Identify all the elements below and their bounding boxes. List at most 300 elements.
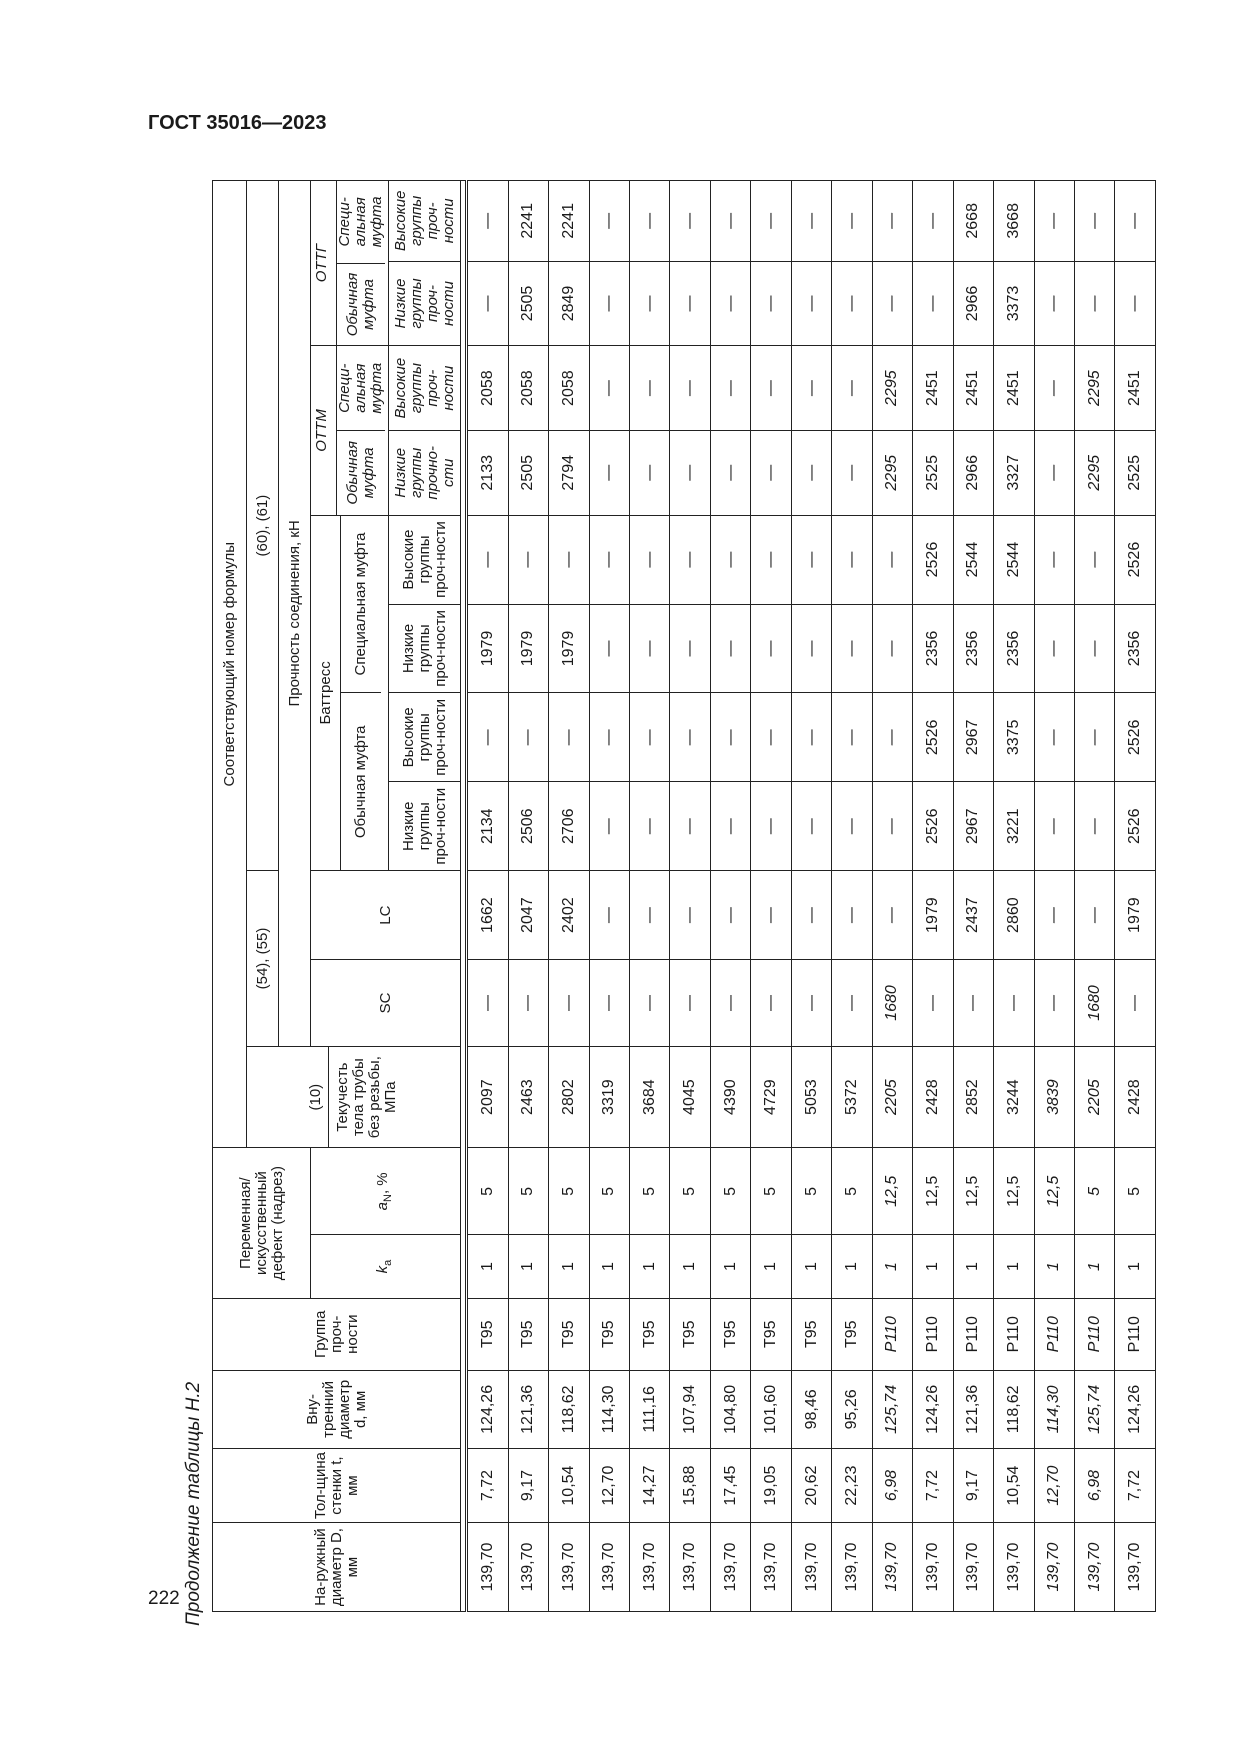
table-cell: 118,62 <box>994 1370 1034 1448</box>
header-buttress <box>311 515 389 871</box>
table-cell: 2544 <box>953 515 993 604</box>
table-cell: — <box>791 261 831 346</box>
table-cell: 1 <box>1115 1235 1156 1299</box>
table-cell: — <box>832 515 872 604</box>
table-cell: P110 <box>1034 1298 1074 1370</box>
table-cell: — <box>832 430 872 515</box>
table-row <box>1115 181 1156 1612</box>
table-cell: 121,36 <box>508 1370 548 1448</box>
table-cell: 98,46 <box>791 1370 831 1448</box>
table-cell: — <box>832 693 872 782</box>
table-cell: 5 <box>467 1148 509 1235</box>
header-formula-60-61: (60), (61) <box>247 181 279 871</box>
table-cell: 139,70 <box>710 1523 750 1612</box>
table-cell: 2860 <box>994 871 1034 960</box>
table-cell: 2058 <box>549 346 589 431</box>
table-cell: 2668 <box>953 181 993 262</box>
table-cell: 114,30 <box>589 1370 629 1448</box>
table-cell: 1 <box>670 1235 710 1299</box>
header-ottm <box>311 346 389 515</box>
table-cell: — <box>751 261 791 346</box>
table-cell: — <box>629 430 669 515</box>
table-cell: 5 <box>629 1148 669 1235</box>
table-cell: 2849 <box>549 261 589 346</box>
table-cell: — <box>670 430 710 515</box>
table-cell: — <box>1034 782 1074 871</box>
table-cell: — <box>751 782 791 871</box>
table-cell: — <box>872 261 912 346</box>
table-cell: 1 <box>1034 1235 1074 1299</box>
table-cell: — <box>791 871 831 960</box>
table-cell: 2451 <box>994 346 1034 431</box>
table-cell: 3839 <box>1034 1046 1074 1148</box>
table-cell: 12,5 <box>994 1148 1034 1235</box>
table-cell: 10,54 <box>994 1449 1034 1523</box>
table-cell: 114,30 <box>1034 1370 1074 1448</box>
table-cell: — <box>1074 871 1114 960</box>
table-cell: — <box>1074 181 1114 262</box>
table-cell: — <box>872 871 912 960</box>
table-cell: 1 <box>872 1235 912 1299</box>
table-cell: T95 <box>670 1298 710 1370</box>
table-cell: — <box>467 693 509 782</box>
table-cell: 107,94 <box>670 1370 710 1448</box>
table-cell: T95 <box>832 1298 872 1370</box>
table-cell: 125,74 <box>872 1370 912 1448</box>
table-cell: 7,72 <box>467 1449 509 1523</box>
table-cell: 2058 <box>467 346 509 431</box>
table-cell: — <box>1034 181 1074 262</box>
table-cell: 139,70 <box>549 1523 589 1612</box>
table-cell: 2205 <box>1074 1046 1114 1148</box>
table-cell: 2356 <box>994 604 1034 693</box>
header-buttress-special-low: Низкие группы проч-ности <box>389 604 461 693</box>
table-cell: — <box>751 604 791 693</box>
table-cell: — <box>508 960 548 1047</box>
table-cell: — <box>508 693 548 782</box>
table-row <box>832 181 872 1612</box>
table-cell: 2525 <box>913 430 953 515</box>
table-cell: 2058 <box>508 346 548 431</box>
table-cell: 1680 <box>1074 960 1114 1047</box>
table-cell: — <box>1074 515 1114 604</box>
table-cell: — <box>629 346 669 431</box>
document-title: ГОСТ 35016—2023 <box>148 112 327 134</box>
table-cell: — <box>791 693 831 782</box>
table-cell: — <box>467 515 509 604</box>
header-ottg <box>311 181 389 346</box>
table-cell: 2526 <box>913 515 953 604</box>
header-formula-number: Соответствующий номер формулы <box>213 181 247 1148</box>
table-cell: T95 <box>589 1298 629 1370</box>
table-cell: — <box>670 782 710 871</box>
table-cell: — <box>589 181 629 262</box>
table-cell: 2505 <box>508 261 548 346</box>
header-buttress-label: Баттресс <box>317 661 334 725</box>
table-cell: 2295 <box>1074 430 1114 515</box>
table-cell: — <box>751 430 791 515</box>
table-cell: — <box>589 346 629 431</box>
table-cell: — <box>751 960 791 1047</box>
table-cell: 101,60 <box>751 1370 791 1448</box>
table-cell: T95 <box>751 1298 791 1370</box>
table-cell: — <box>1034 261 1074 346</box>
table-cell: 2451 <box>953 346 993 431</box>
table-cell: — <box>549 693 589 782</box>
table-cell: 2505 <box>508 430 548 515</box>
table-cell: — <box>791 181 831 262</box>
table-cell: — <box>791 430 831 515</box>
table-cell: 7,72 <box>913 1449 953 1523</box>
table-cell: 1 <box>629 1235 669 1299</box>
table-cell: 4045 <box>670 1046 710 1148</box>
table-cell: 1979 <box>549 604 589 693</box>
header-ottg-low: Низкие группы проч-ности <box>389 261 461 346</box>
table-cell: 2526 <box>1115 782 1156 871</box>
table-cell: 5 <box>791 1148 831 1235</box>
table-cell: 2437 <box>953 871 993 960</box>
table-cell: P110 <box>1115 1298 1156 1370</box>
table-cell: T95 <box>710 1298 750 1370</box>
table-cell: 2356 <box>913 604 953 693</box>
table-cell: — <box>913 960 953 1047</box>
table-cell: 1680 <box>872 960 912 1047</box>
table-cell: — <box>467 261 509 346</box>
table-cell: — <box>1115 960 1156 1047</box>
header-ottg-special: Специ-альная муфта <box>336 196 385 248</box>
table-cell: 5 <box>670 1148 710 1235</box>
header-yield <box>247 1046 461 1148</box>
header-an: $a_N$, % <box>311 1148 461 1235</box>
table-cell: 2966 <box>953 261 993 346</box>
table-cell: 12,5 <box>872 1148 912 1235</box>
table-cell: — <box>710 430 750 515</box>
table-cell: 2356 <box>953 604 993 693</box>
table-cell: — <box>710 693 750 782</box>
table-cell: T95 <box>508 1298 548 1370</box>
table-cell: 14,27 <box>629 1449 669 1523</box>
table-cell: — <box>629 693 669 782</box>
table-cell: 2241 <box>508 181 548 262</box>
table-cell: P110 <box>872 1298 912 1370</box>
table-cell: P110 <box>913 1298 953 1370</box>
header-lc: LC <box>311 871 461 960</box>
table-cell: 125,74 <box>1074 1370 1114 1448</box>
table-cell: — <box>589 693 629 782</box>
table-cell: 139,70 <box>1034 1523 1074 1612</box>
table-row <box>1034 181 1074 1612</box>
table-cell: 1 <box>751 1235 791 1299</box>
table-cell: 2526 <box>913 782 953 871</box>
table-cell: 139,70 <box>1115 1523 1156 1612</box>
table-cell: 3221 <box>994 782 1034 871</box>
table-cell: 121,36 <box>953 1370 993 1448</box>
header-buttress-regular-low: Низкие группы проч-ности <box>389 782 461 871</box>
table-cell: — <box>1034 960 1074 1047</box>
table-cell: 5 <box>832 1148 872 1235</box>
table-cell: 2295 <box>872 430 912 515</box>
table-cell: 2428 <box>913 1046 953 1148</box>
table-cell: — <box>751 871 791 960</box>
table-cell: — <box>751 515 791 604</box>
table-cell: — <box>832 604 872 693</box>
header-ottg-label: ОТТГ <box>313 244 330 283</box>
table-cell: 5 <box>710 1148 750 1235</box>
header-buttress-special-high: Высокие группы проч-ности <box>389 515 461 604</box>
table-cell: 139,70 <box>832 1523 872 1612</box>
table-cell: 12,70 <box>589 1449 629 1523</box>
table-caption: Продолжение таблицы Н.2 <box>183 1381 204 1626</box>
table-cell: 20,62 <box>791 1449 831 1523</box>
header-buttress-regular-high: Высокие группы проч-ности <box>389 693 461 782</box>
table-row <box>467 181 509 1612</box>
table-cell: 2047 <box>508 871 548 960</box>
table-cell: — <box>832 261 872 346</box>
table-cell: 5 <box>549 1148 589 1235</box>
header-ottg-regular: Обычная муфта <box>337 263 385 346</box>
table-cell: 1662 <box>467 871 509 960</box>
table-cell: — <box>670 515 710 604</box>
table-cell: — <box>791 515 831 604</box>
table-cell: 2134 <box>467 782 509 871</box>
table-row <box>994 181 1034 1612</box>
table-cell: — <box>953 960 993 1047</box>
table-cell: — <box>670 181 710 262</box>
table-row <box>872 181 912 1612</box>
table-cell: 5 <box>1074 1148 1114 1235</box>
table-cell: 95,26 <box>832 1370 872 1448</box>
table-cell: — <box>1034 430 1074 515</box>
table-cell: 139,70 <box>467 1523 509 1612</box>
table-cell: 3375 <box>994 693 1034 782</box>
table-cell: — <box>791 604 831 693</box>
table-cell: 12,5 <box>953 1148 993 1235</box>
table-cell: 5 <box>589 1148 629 1235</box>
table-cell: T95 <box>629 1298 669 1370</box>
table-cell: 3244 <box>994 1046 1034 1148</box>
table-cell: 1 <box>508 1235 548 1299</box>
table-cell: 9,17 <box>953 1449 993 1523</box>
table-cell: 118,62 <box>549 1370 589 1448</box>
table-cell: 12,70 <box>1034 1449 1074 1523</box>
table-cell: 1979 <box>508 604 548 693</box>
table-cell: 15,88 <box>670 1449 710 1523</box>
table-cell: 22,23 <box>832 1449 872 1523</box>
table-cell: 139,70 <box>872 1523 912 1612</box>
table-cell: 2133 <box>467 430 509 515</box>
table-cell: 2451 <box>913 346 953 431</box>
table-cell: 2295 <box>872 346 912 431</box>
table-cell: — <box>710 871 750 960</box>
table-cell: — <box>589 604 629 693</box>
table-cell: 1 <box>710 1235 750 1299</box>
table-cell: — <box>872 181 912 262</box>
table-cell: 139,70 <box>913 1523 953 1612</box>
table-cell: 9,17 <box>508 1449 548 1523</box>
table-cell: — <box>751 346 791 431</box>
table-cell: 3684 <box>629 1046 669 1148</box>
table-cell: 2506 <box>508 782 548 871</box>
table-cell: 6,98 <box>872 1449 912 1523</box>
table-cell: — <box>872 782 912 871</box>
table-cell: — <box>589 430 629 515</box>
table-cell: T95 <box>791 1298 831 1370</box>
table-cell: — <box>1034 604 1074 693</box>
table-cell: — <box>1115 181 1156 262</box>
table-cell: — <box>629 604 669 693</box>
table-cell: — <box>832 782 872 871</box>
table-cell: — <box>710 960 750 1047</box>
table-cell: — <box>629 261 669 346</box>
table-cell: — <box>589 871 629 960</box>
table-cell: — <box>1034 693 1074 782</box>
table-cell: 2525 <box>1115 430 1156 515</box>
table-cell: — <box>872 604 912 693</box>
table-cell: 1979 <box>1115 871 1156 960</box>
header-strength-group: Группа проч-ности <box>213 1298 461 1370</box>
table-cell: — <box>549 515 589 604</box>
table-cell: — <box>1034 515 1074 604</box>
table-cell: 4390 <box>710 1046 750 1148</box>
table-cell: — <box>1115 261 1156 346</box>
table-cell: — <box>629 871 669 960</box>
table-cell: 139,70 <box>1074 1523 1114 1612</box>
table-cell: 1979 <box>467 604 509 693</box>
header-sc: SC <box>311 960 461 1047</box>
table-cell: 2967 <box>953 693 993 782</box>
table-cell: 3373 <box>994 261 1034 346</box>
table-cell: 6,98 <box>1074 1449 1114 1523</box>
table-cell: 1 <box>832 1235 872 1299</box>
rotated-table-container <box>176 178 1156 1626</box>
table-cell: 5053 <box>791 1046 831 1148</box>
header-wall-thickness: Тол-щина стенки t, мм <box>213 1449 461 1523</box>
table-cell: 2802 <box>549 1046 589 1148</box>
table-cell: 124,26 <box>467 1370 509 1448</box>
table-cell: — <box>913 181 953 262</box>
table-cell: 5372 <box>832 1046 872 1148</box>
table-header <box>213 181 467 1612</box>
table-cell: 4729 <box>751 1046 791 1148</box>
header-ottm-low: Низкие группы прочно-сти <box>389 430 461 515</box>
table-cell: 1 <box>791 1235 831 1299</box>
table-cell: — <box>832 871 872 960</box>
header-yield-label: Текучесть тела трубы без резьбы, МПа <box>328 1047 399 1148</box>
table-cell: — <box>872 693 912 782</box>
table-cell: P110 <box>1074 1298 1114 1370</box>
table-cell: — <box>710 604 750 693</box>
table-cell: — <box>872 515 912 604</box>
table-cell: — <box>467 960 509 1047</box>
table-cell: 139,70 <box>994 1523 1034 1612</box>
table-cell: 12,5 <box>913 1148 953 1235</box>
table-cell: 3319 <box>589 1046 629 1148</box>
table-cell: 5 <box>1115 1148 1156 1235</box>
table-cell: — <box>508 515 548 604</box>
table-cell: T95 <box>467 1298 509 1370</box>
table-cell: 12,5 <box>1034 1148 1074 1235</box>
table-cell: P110 <box>953 1298 993 1370</box>
table-body <box>467 181 1156 1612</box>
table-cell: 2966 <box>953 430 993 515</box>
table-cell: 2794 <box>549 430 589 515</box>
table-cell: P110 <box>994 1298 1034 1370</box>
table-cell: — <box>791 782 831 871</box>
table-cell: 139,70 <box>508 1523 548 1612</box>
table-row <box>1074 181 1114 1612</box>
header-regular-coupling: Обычная муфта <box>341 692 381 870</box>
table-cell: — <box>994 960 1034 1047</box>
header-formula-10: (10) <box>307 1083 324 1111</box>
table-cell: 1 <box>953 1235 993 1299</box>
table-cell: — <box>629 515 669 604</box>
table-cell: — <box>913 261 953 346</box>
table-cell: — <box>589 261 629 346</box>
table-cell: — <box>710 181 750 262</box>
table-cell: 19,05 <box>751 1449 791 1523</box>
table-cell: — <box>710 261 750 346</box>
table-cell: — <box>549 960 589 1047</box>
table-cell: — <box>589 515 629 604</box>
table-cell: — <box>670 871 710 960</box>
table-cell: 111,16 <box>629 1370 669 1448</box>
table-cell: — <box>589 782 629 871</box>
table-cell: T95 <box>549 1298 589 1370</box>
table-cell: — <box>1074 604 1114 693</box>
table-cell: 10,54 <box>549 1449 589 1523</box>
table-cell: — <box>589 960 629 1047</box>
table-cell: — <box>670 346 710 431</box>
table-cell: 139,70 <box>589 1523 629 1612</box>
table-cell: 1 <box>589 1235 629 1299</box>
table-cell: — <box>832 346 872 431</box>
page-number: 222 <box>148 1588 180 1609</box>
table-cell: 124,26 <box>1115 1370 1156 1448</box>
table-cell: 2402 <box>549 871 589 960</box>
table-cell: 2428 <box>1115 1046 1156 1148</box>
table-cell: — <box>1074 693 1114 782</box>
header-ottm-regular: Обычная муфта <box>337 430 385 515</box>
table-cell: — <box>670 960 710 1047</box>
table-cell: 1 <box>549 1235 589 1299</box>
table-cell: — <box>791 346 831 431</box>
table-cell: 3668 <box>994 181 1034 262</box>
table-cell: 1 <box>913 1235 953 1299</box>
table-row <box>629 181 669 1612</box>
table-cell: 1 <box>467 1235 509 1299</box>
table-cell: 2852 <box>953 1046 993 1148</box>
table-cell: 1979 <box>913 871 953 960</box>
table-cell: 2451 <box>1115 346 1156 431</box>
table-cell: — <box>629 181 669 262</box>
table-cell: 139,70 <box>791 1523 831 1612</box>
header-ottm-high: Высокие группы проч-ности <box>389 346 461 431</box>
table-row <box>751 181 791 1612</box>
table-cell: — <box>670 261 710 346</box>
table-row <box>670 181 710 1612</box>
header-ottm-label: ОТТМ <box>313 409 330 452</box>
table-cell: 2356 <box>1115 604 1156 693</box>
table-cell: — <box>832 181 872 262</box>
table-cell: — <box>710 515 750 604</box>
table-row <box>589 181 629 1612</box>
table-cell: — <box>629 782 669 871</box>
table-cell: 104,80 <box>710 1370 750 1448</box>
table-cell: — <box>751 693 791 782</box>
strength-table <box>212 180 1156 1612</box>
header-outer-diameter: На-ружный диаметр D, мм <box>213 1523 461 1612</box>
header-ottm-special: Специ-альная муфта <box>336 362 385 414</box>
